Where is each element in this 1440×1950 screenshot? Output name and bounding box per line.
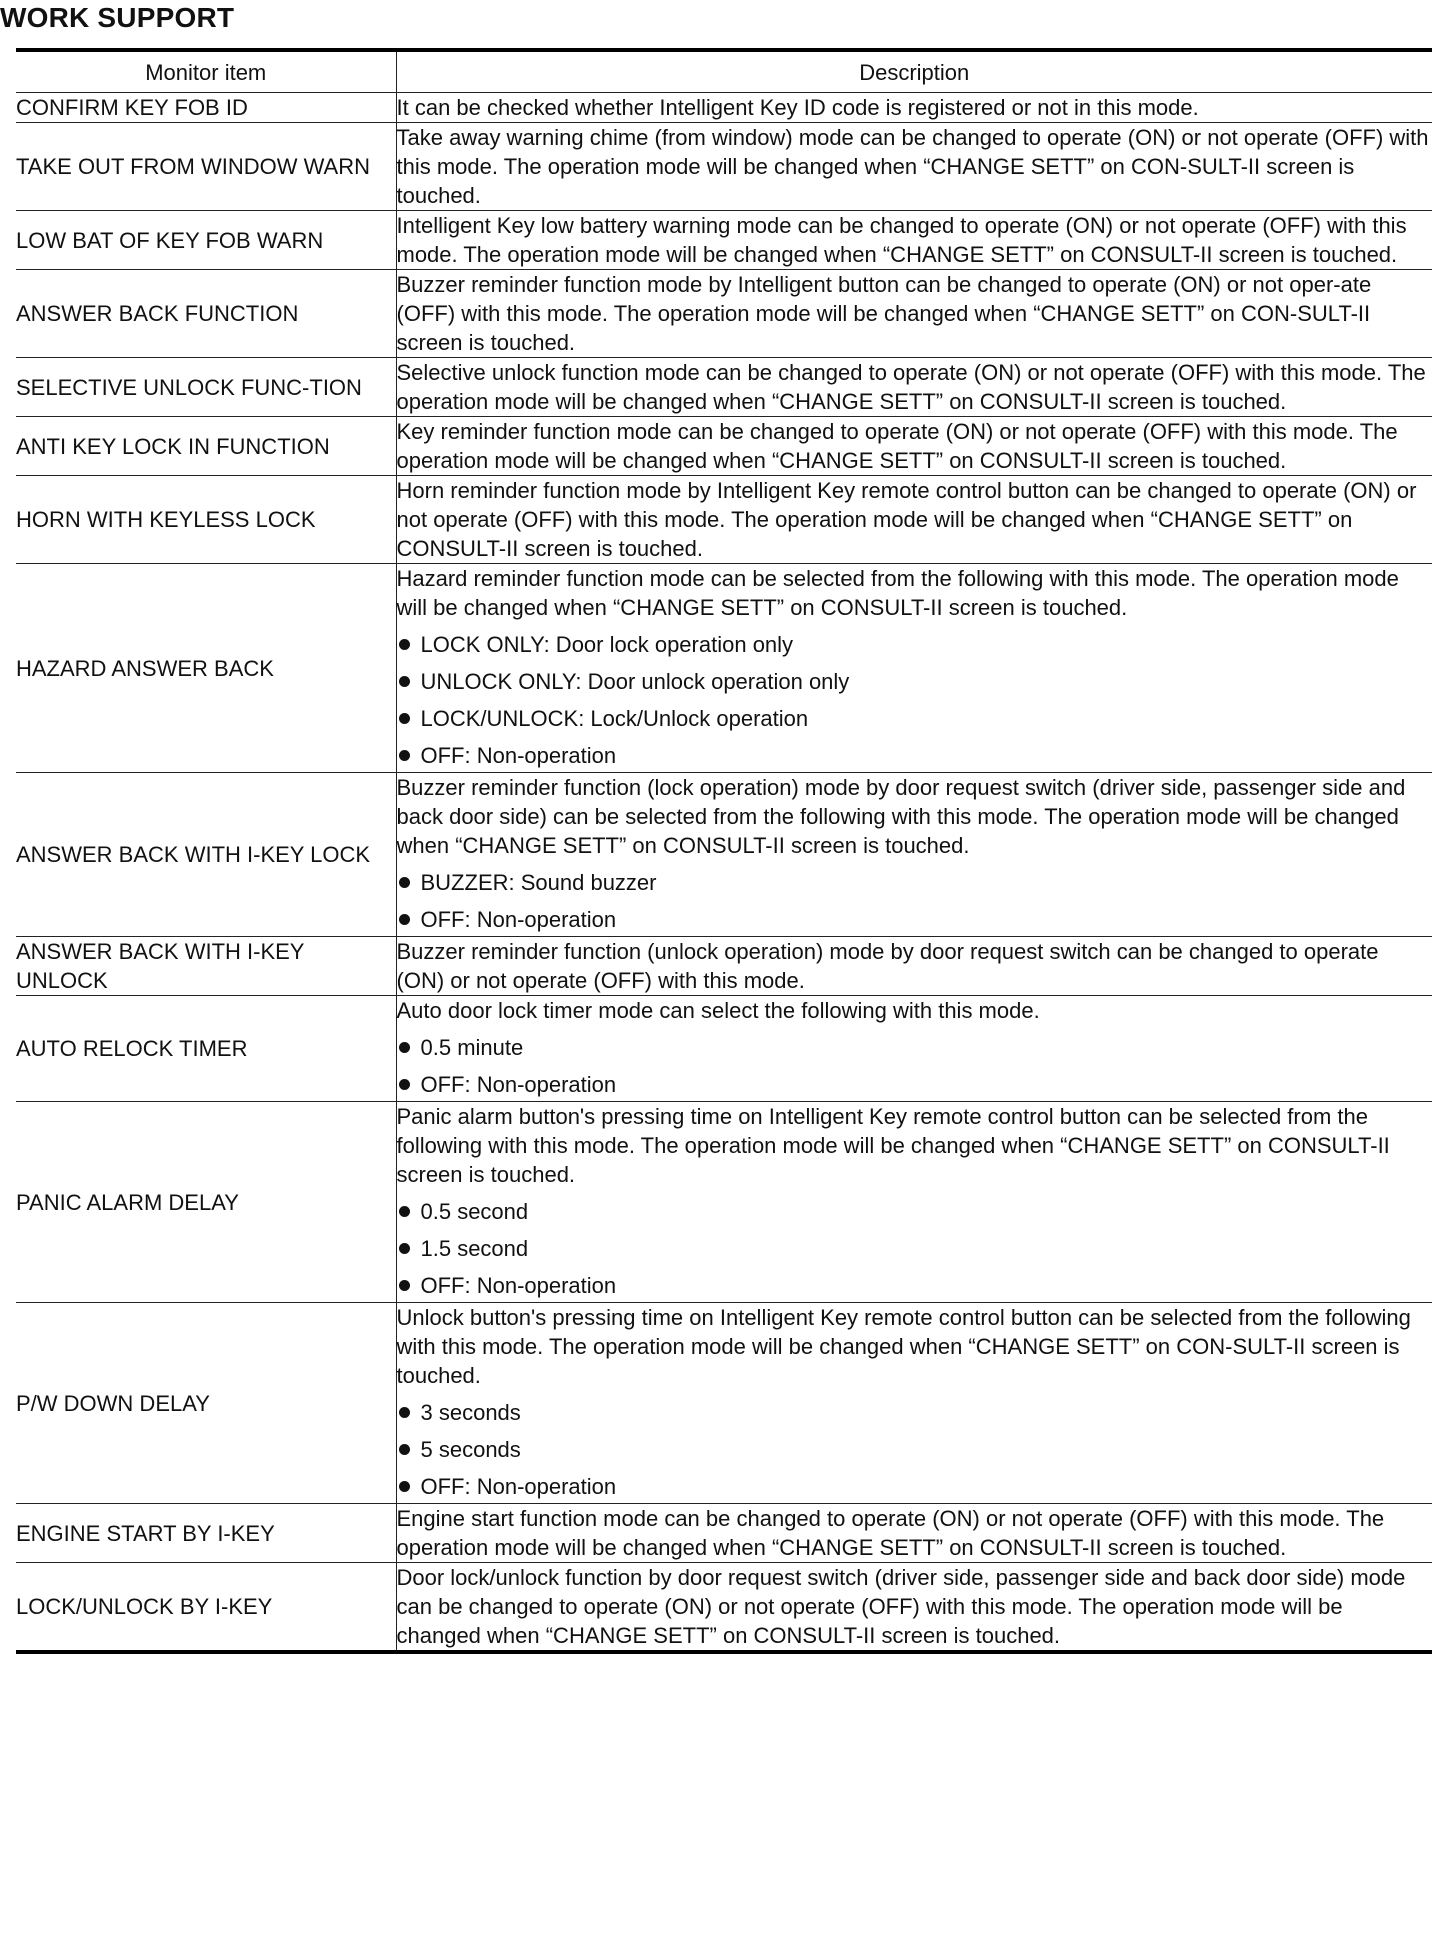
monitor-item-cell: HORN WITH KEYLESS LOCK bbox=[16, 476, 396, 564]
description-cell bbox=[396, 123, 1432, 211]
description-cell bbox=[396, 358, 1432, 417]
option-list-item: OFF: Non-operation bbox=[397, 1472, 1433, 1501]
description-text: Buzzer reminder function (unlock operation) mode by door request switch can be changed to operate (ON) or not operate (OFF) with this mode. bbox=[396, 939, 1379, 993]
description-text: Hazard reminder function mode can be selected from the following with this mode. The operation mode will be changed when “CHANGE SETT” on CONSULT-II screen is touched. bbox=[396, 566, 1399, 620]
work-support-table bbox=[16, 48, 1432, 1654]
monitor-item-cell: ENGINE START BY I-KEY bbox=[16, 1504, 396, 1563]
option-list bbox=[397, 868, 1433, 934]
monitor-item-cell: P/W DOWN DELAY bbox=[16, 1303, 396, 1504]
description-text: Selective unlock function mode can be changed to operate (ON) or not operate (OFF) with this mode. The operation mode will be changed when “CHANGE SETT” on CONSULT-II screen is touched. bbox=[396, 360, 1426, 414]
monitor-item-cell: PANIC ALARM DELAY bbox=[16, 1102, 396, 1303]
description-cell bbox=[396, 773, 1432, 937]
monitor-item-cell: TAKE OUT FROM WINDOW WARN bbox=[16, 123, 396, 211]
table-body bbox=[16, 93, 1432, 1653]
table-row bbox=[16, 358, 1432, 417]
option-list-item: LOCK ONLY: Door lock operation only bbox=[397, 630, 1433, 659]
description-text: Buzzer reminder function mode by Intelligent button can be changed to operate (ON) or not oper-ate (OFF) with this mode. The operation mode will be changed when “CHANGE SETT” on CON-SULT-II screen is touched. bbox=[396, 272, 1372, 355]
table-row bbox=[16, 564, 1432, 773]
option-list bbox=[397, 1197, 1433, 1300]
table-row bbox=[16, 417, 1432, 476]
table-header-row bbox=[16, 50, 1432, 93]
monitor-item-cell: ANSWER BACK WITH I-KEY UNLOCK bbox=[16, 937, 396, 996]
description-text: Key reminder function mode can be changed to operate (ON) or not operate (OFF) with this mode. The operation mode will be changed when “CHANGE SETT” on CONSULT-II screen is touched. bbox=[396, 419, 1398, 473]
table-row bbox=[16, 1303, 1432, 1504]
description-text: Take away warning chime (from window) mode can be changed to operate (ON) or not operate (OFF) with this mode. The operation mode will be changed when “CHANGE SETT” on CON-SULT-II screen is touched. bbox=[396, 125, 1429, 208]
table-row bbox=[16, 123, 1432, 211]
monitor-item-cell: LOW BAT OF KEY FOB WARN bbox=[16, 211, 396, 270]
column-header-description: Description bbox=[396, 50, 1432, 93]
description-cell bbox=[396, 93, 1432, 123]
monitor-item-cell: LOCK/UNLOCK BY I-KEY bbox=[16, 1563, 396, 1653]
description-text: Panic alarm button's pressing time on Intelligent Key remote control button can be selected from the following with this mode. The operation mode will be changed when “CHANGE SETT” on CONSULT-II screen is touched. bbox=[396, 1104, 1390, 1187]
table-row bbox=[16, 1563, 1432, 1653]
table-row bbox=[16, 773, 1432, 937]
description-cell bbox=[396, 937, 1432, 996]
description-cell bbox=[396, 476, 1432, 564]
description-cell bbox=[396, 1102, 1432, 1303]
option-list-item: LOCK/UNLOCK: Lock/Unlock operation bbox=[397, 704, 1433, 733]
description-text: Intelligent Key low battery warning mode can be changed to operate (ON) or not operate (OFF) with this mode. The operation mode will be changed when “CHANGE SETT” on CONSULT-II screen is touched. bbox=[396, 213, 1407, 267]
option-list-item: OFF: Non-operation bbox=[397, 905, 1433, 934]
option-list bbox=[397, 1398, 1433, 1501]
description-text: Unlock button's pressing time on Intelligent Key remote control button can be selected from the following with this mode. The operation mode will be changed when “CHANGE SETT” on CON-SULT-II screen is touched. bbox=[396, 1305, 1411, 1388]
table-row bbox=[16, 1504, 1432, 1563]
description-text: Engine start function mode can be changed to operate (ON) or not operate (OFF) with this mode. The operation mode will be changed when “CHANGE SETT” on CONSULT-II screen is touched. bbox=[396, 1506, 1385, 1560]
option-list-item: OFF: Non-operation bbox=[397, 1271, 1433, 1300]
option-list-item: 0.5 minute bbox=[397, 1033, 1433, 1062]
option-list-item: 5 seconds bbox=[397, 1435, 1433, 1464]
description-cell bbox=[396, 564, 1432, 773]
description-cell bbox=[396, 996, 1432, 1102]
table-row bbox=[16, 211, 1432, 270]
description-cell bbox=[396, 417, 1432, 476]
description-text: Horn reminder function mode by Intelligent Key remote control button can be changed to operate (ON) or not operate (OFF) with this mode. The operation mode will be changed when “CHANGE SETT” on CONSULT-II screen is touched. bbox=[396, 478, 1417, 561]
option-list-item: OFF: Non-operation bbox=[397, 741, 1433, 770]
table-row bbox=[16, 270, 1432, 358]
description-text: Buzzer reminder function (lock operation) mode by door request switch (driver side, passenger side and back door side) can be selected from the following with this mode. The operation mode will be changed when “CHANGE SETT” on CONSULT-II screen is touched. bbox=[396, 775, 1406, 858]
description-text: It can be checked whether Intelligent Key ID code is registered or not in this mode. bbox=[396, 95, 1199, 120]
option-list-item: UNLOCK ONLY: Door unlock operation only bbox=[397, 667, 1433, 696]
table-row bbox=[16, 937, 1432, 996]
monitor-item-cell: CONFIRM KEY FOB ID bbox=[16, 93, 396, 123]
table-row bbox=[16, 996, 1432, 1102]
section-title: WORK SUPPORT bbox=[0, 2, 235, 33]
description-cell bbox=[396, 211, 1432, 270]
monitor-item-cell: HAZARD ANSWER BACK bbox=[16, 564, 396, 773]
option-list-item: 3 seconds bbox=[397, 1398, 1433, 1427]
column-header-monitor-item: Monitor item bbox=[16, 50, 396, 93]
option-list-item: BUZZER: Sound buzzer bbox=[397, 868, 1433, 897]
monitor-item-cell: ANTI KEY LOCK IN FUNCTION bbox=[16, 417, 396, 476]
option-list-item: 1.5 second bbox=[397, 1234, 1433, 1263]
description-cell bbox=[396, 1303, 1432, 1504]
option-list-item: OFF: Non-operation bbox=[397, 1070, 1433, 1099]
description-cell bbox=[396, 1563, 1432, 1653]
table-row bbox=[16, 1102, 1432, 1303]
table-row bbox=[16, 93, 1432, 123]
option-list bbox=[397, 630, 1433, 770]
description-text: Door lock/unlock function by door request switch (driver side, passenger side and back door side) mode can be changed to operate (ON) or not operate (OFF) with this mode. The operation mode will be changed when “CHANGE SETT” on CONSULT-II screen is touched. bbox=[396, 1565, 1406, 1648]
option-list-item: 0.5 second bbox=[397, 1197, 1433, 1226]
description-cell bbox=[396, 1504, 1432, 1563]
option-list bbox=[397, 1033, 1433, 1099]
description-cell bbox=[396, 270, 1432, 358]
monitor-item-cell: ANSWER BACK FUNCTION bbox=[16, 270, 396, 358]
description-text: Auto door lock timer mode can select the following with this mode. bbox=[396, 998, 1040, 1023]
table-row bbox=[16, 476, 1432, 564]
monitor-item-cell: AUTO RELOCK TIMER bbox=[16, 996, 396, 1102]
monitor-item-cell: ANSWER BACK WITH I-KEY LOCK bbox=[16, 773, 396, 937]
monitor-item-cell: SELECTIVE UNLOCK FUNC-TION bbox=[16, 358, 396, 417]
